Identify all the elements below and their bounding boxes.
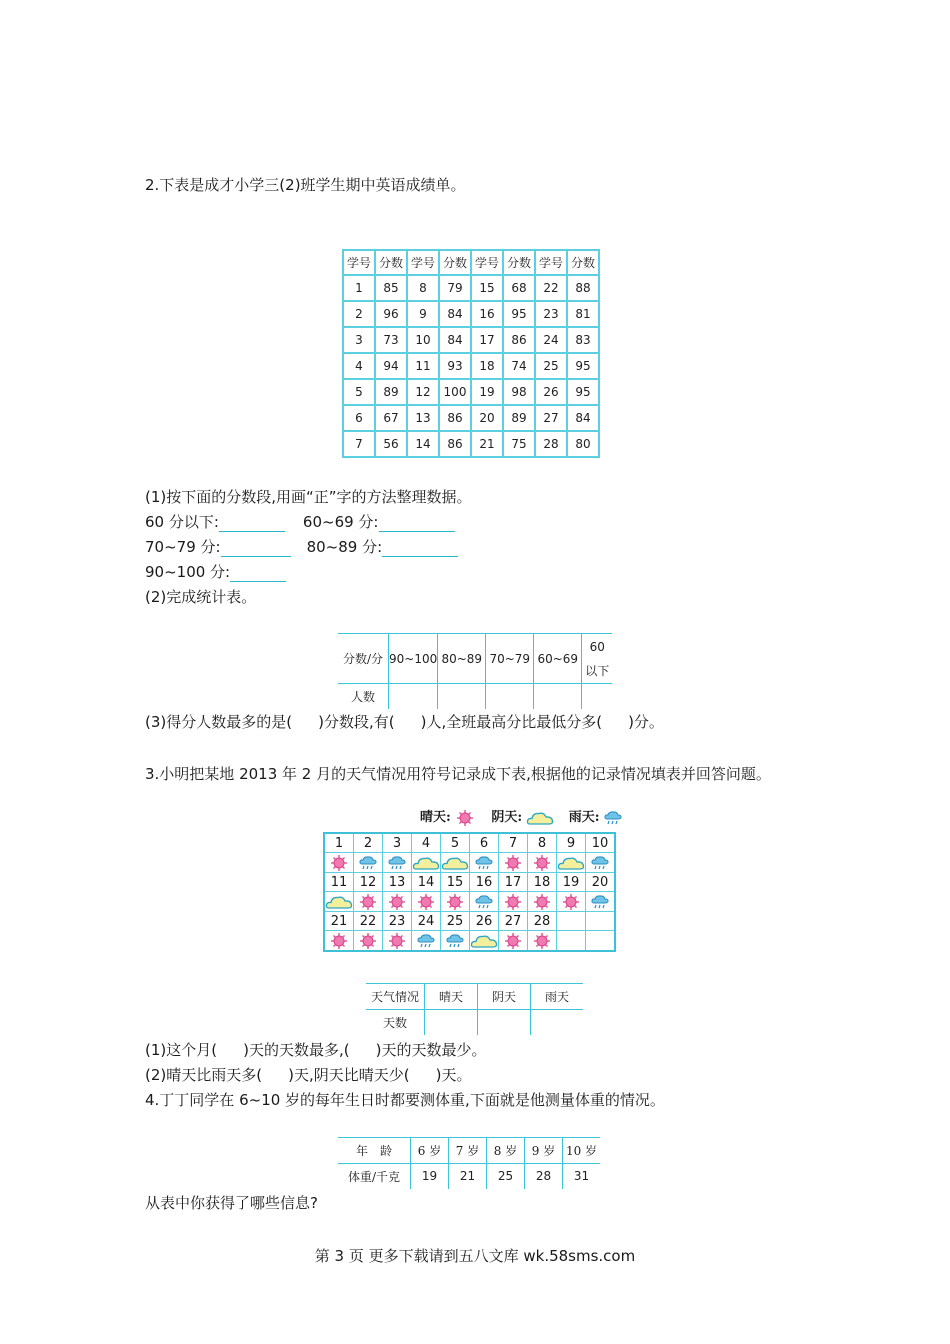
sun-icon	[441, 892, 470, 912]
score-cell: 89	[503, 405, 535, 431]
score-table	[342, 249, 600, 458]
q2-part1: (1)按下面的分数段,用画“正”字的方法整理数据。	[145, 488, 472, 506]
band-below60-blank[interactable]	[219, 515, 285, 532]
sun-icon	[499, 853, 528, 873]
score-row	[343, 353, 599, 379]
score-cell: 14	[407, 431, 439, 457]
calendar-day-row	[324, 833, 615, 853]
weight-cell: 28	[525, 1164, 563, 1189]
weather-row-label: 天数	[366, 1010, 425, 1035]
cloud-icon	[470, 931, 499, 952]
score-cell: 84	[439, 301, 471, 327]
weather-col-sunny: 晴天	[425, 984, 478, 1010]
score-header-cell: 学号	[535, 250, 567, 275]
sun-icon	[528, 892, 557, 912]
stat-header-label: 分数/分	[338, 634, 389, 684]
score-cell: 28	[535, 431, 567, 457]
calendar-day: 10	[586, 833, 616, 853]
score-cell: 79	[439, 275, 471, 301]
rain-icon	[586, 853, 616, 873]
score-row	[343, 301, 599, 327]
sun-icon	[499, 892, 528, 912]
stat-col-3: 70~79	[486, 634, 534, 684]
band-row-3	[145, 562, 286, 582]
q3-part1-a: (1)这个月(	[145, 1041, 218, 1059]
stat-col-4: 60~69	[534, 634, 582, 684]
q3-part2-c: )天。	[435, 1066, 472, 1084]
age-cell: 9 岁	[525, 1138, 563, 1164]
rain-icon	[470, 892, 499, 912]
q4-intro: 4.丁丁同学在 6~10 岁的每年生日时都要测体重,下面就是他测量体重的情况。	[145, 1091, 665, 1109]
weight-cell: 21	[449, 1164, 487, 1189]
score-cell: 7	[343, 431, 375, 457]
calendar-empty-cell	[557, 931, 586, 952]
q2-part3-c: )人,全班最高分比最低分多(	[420, 713, 603, 731]
q4-question: 从表中你获得了哪些信息?	[145, 1194, 318, 1212]
score-cell: 96	[375, 301, 407, 327]
calendar-day-row	[324, 873, 615, 892]
band-80-89-label: 80~89 分:	[306, 538, 383, 556]
sun-icon	[499, 931, 528, 952]
q3-part2-a: (2)晴天比雨天多(	[145, 1066, 263, 1084]
calendar-day	[557, 912, 586, 931]
score-cell: 93	[439, 353, 471, 379]
weather-col-cloudy: 阴天	[478, 984, 531, 1010]
q3-part1	[145, 1040, 486, 1060]
score-cell: 1	[343, 275, 375, 301]
weight-cell: 25	[487, 1164, 525, 1189]
weather-header-label: 天气情况	[366, 984, 425, 1010]
calendar-day: 7	[499, 833, 528, 853]
calendar-day: 5	[441, 833, 470, 853]
rain-icon	[383, 853, 412, 873]
calendar-day: 18	[528, 873, 557, 892]
calendar-day: 27	[499, 912, 528, 931]
cloud-icon	[526, 810, 554, 825]
band-row-1	[145, 512, 455, 532]
q3-part1-b: )天的天数最多,(	[243, 1041, 350, 1059]
rain-icon	[441, 931, 470, 952]
weight-table	[338, 1137, 600, 1189]
band-60-69-blank[interactable]	[379, 515, 455, 532]
stat-col-2: 80~89	[438, 634, 486, 684]
calendar-day: 25	[441, 912, 470, 931]
q3-intro: 3.小明把某地 2013 年 2 月的天气情况用符号记录成下表,根据他的记录情况填表并回答问题。	[145, 765, 771, 783]
calendar-day: 13	[383, 873, 412, 892]
calendar-day: 4	[412, 833, 441, 853]
q2-part2: (2)完成统计表。	[145, 588, 257, 606]
calendar-day: 14	[412, 873, 441, 892]
calendar-day: 17	[499, 873, 528, 892]
score-cell: 9	[407, 301, 439, 327]
legend-cloudy-label: 阴天:	[491, 810, 523, 825]
score-cell: 24	[535, 327, 567, 353]
score-header-cell: 分数	[567, 250, 599, 275]
calendar-day: 1	[324, 833, 354, 853]
calendar-day: 16	[470, 873, 499, 892]
score-cell: 17	[471, 327, 503, 353]
calendar-day: 2	[354, 833, 383, 853]
score-cell: 83	[567, 327, 599, 353]
score-cell: 75	[503, 431, 535, 457]
band-below60-label: 60 分以下:	[145, 513, 219, 531]
calendar-day: 11	[324, 873, 354, 892]
q2-part3-a: (3)得分人数最多的是(	[145, 713, 293, 731]
page-footer: 第 3 页 更多下载请到五八文库 wk.58sms.com	[314, 1247, 636, 1265]
sun-icon	[557, 892, 586, 912]
score-cell: 95	[503, 301, 535, 327]
calendar-day: 3	[383, 833, 412, 853]
score-header-cell: 分数	[439, 250, 471, 275]
calendar-day: 8	[528, 833, 557, 853]
legend-rainy-label: 雨天:	[568, 810, 600, 825]
score-cell: 5	[343, 379, 375, 405]
q2-part3-d: )分。	[628, 713, 664, 731]
score-cell: 74	[503, 353, 535, 379]
stat-col-5-top: 60	[589, 639, 605, 654]
q2-part3	[145, 712, 664, 732]
weather-col-rainy: 雨天	[531, 984, 584, 1010]
score-cell: 86	[439, 431, 471, 457]
calendar-day	[586, 912, 616, 931]
band-90-100-blank[interactable]	[230, 565, 286, 582]
calendar-weather-row	[324, 892, 615, 912]
sun-icon	[383, 931, 412, 952]
score-cell: 11	[407, 353, 439, 379]
sun-icon	[354, 931, 383, 952]
weather-cell-rainy[interactable]	[531, 1010, 584, 1035]
q3-part2-b: )天,阴天比晴天少(	[288, 1066, 410, 1084]
calendar-day: 26	[470, 912, 499, 931]
weather-legend	[420, 806, 626, 827]
weather-stat-table	[366, 983, 583, 1035]
age-cell: 7 岁	[449, 1138, 487, 1164]
stat-cell-3[interactable]	[486, 684, 534, 709]
score-row	[343, 327, 599, 353]
score-cell: 18	[471, 353, 503, 379]
score-cell: 84	[439, 327, 471, 353]
stat-col-1: 90~100	[389, 634, 438, 684]
band-70-79-blank[interactable]	[221, 540, 291, 557]
weather-cell-cloudy[interactable]	[478, 1010, 531, 1035]
age-cell: 10 岁	[563, 1138, 601, 1164]
calendar-day: 9	[557, 833, 586, 853]
score-cell: 67	[375, 405, 407, 431]
score-cell: 86	[439, 405, 471, 431]
score-cell: 80	[567, 431, 599, 457]
calendar-day: 6	[470, 833, 499, 853]
calendar-weather-row	[324, 931, 615, 952]
weight-cell: 19	[411, 1164, 449, 1189]
score-cell: 84	[567, 405, 599, 431]
score-header-cell: 学号	[471, 250, 503, 275]
sun-icon	[528, 931, 557, 952]
score-cell: 15	[471, 275, 503, 301]
score-cell: 2	[343, 301, 375, 327]
score-cell: 8	[407, 275, 439, 301]
score-header-cell: 分数	[503, 250, 535, 275]
score-cell: 95	[567, 353, 599, 379]
score-stat-table	[338, 633, 612, 709]
score-cell: 27	[535, 405, 567, 431]
weight-label: 体重/千克	[338, 1164, 411, 1189]
stat-col-5-bottom: 以下	[585, 663, 610, 678]
score-cell: 56	[375, 431, 407, 457]
calendar-day: 12	[354, 873, 383, 892]
score-cell: 100	[439, 379, 471, 405]
calendar-day: 28	[528, 912, 557, 931]
score-cell: 81	[567, 301, 599, 327]
calendar-empty-cell	[586, 931, 616, 952]
score-cell: 23	[535, 301, 567, 327]
score-cell: 68	[503, 275, 535, 301]
sun-icon	[455, 810, 475, 825]
score-cell: 86	[503, 327, 535, 353]
score-cell: 19	[471, 379, 503, 405]
age-label: 年 龄	[338, 1138, 411, 1164]
q3-part2	[145, 1065, 471, 1085]
score-row	[343, 275, 599, 301]
score-header-cell: 学号	[343, 250, 375, 275]
score-cell: 73	[375, 327, 407, 353]
cloud-icon	[557, 853, 586, 873]
calendar-weather-row	[324, 853, 615, 873]
band-60-69-label: 60~69 分:	[302, 513, 379, 531]
calendar-day: 20	[586, 873, 616, 892]
sun-icon	[324, 931, 354, 952]
band-80-89-blank[interactable]	[382, 540, 458, 557]
stat-cell-2[interactable]	[438, 684, 486, 709]
score-cell: 89	[375, 379, 407, 405]
sun-icon	[354, 892, 383, 912]
score-cell: 20	[471, 405, 503, 431]
age-cell: 8 岁	[487, 1138, 525, 1164]
cloud-icon	[324, 892, 354, 912]
score-cell: 4	[343, 353, 375, 379]
band-90-100-label: 90~100 分:	[145, 563, 231, 581]
rain-icon	[604, 810, 622, 825]
legend-sunny-label: 晴天:	[420, 810, 451, 825]
calendar-day: 24	[412, 912, 441, 931]
score-cell: 98	[503, 379, 535, 405]
weather-calendar	[323, 832, 616, 952]
stat-col-5	[582, 634, 613, 684]
calendar-day: 19	[557, 873, 586, 892]
score-cell: 13	[407, 405, 439, 431]
calendar-day: 21	[324, 912, 354, 931]
score-row	[343, 431, 599, 457]
score-header-cell: 学号	[407, 250, 439, 275]
sun-icon	[412, 892, 441, 912]
calendar-day: 23	[383, 912, 412, 931]
score-cell: 94	[375, 353, 407, 379]
calendar-day: 22	[354, 912, 383, 931]
stat-cell-4[interactable]	[534, 684, 582, 709]
age-cell: 6 岁	[411, 1138, 449, 1164]
score-cell: 26	[535, 379, 567, 405]
score-cell: 85	[375, 275, 407, 301]
score-cell: 21	[471, 431, 503, 457]
weather-cell-sunny[interactable]	[425, 1010, 478, 1035]
score-cell: 25	[535, 353, 567, 379]
score-cell: 12	[407, 379, 439, 405]
rain-icon	[586, 892, 616, 912]
rain-icon	[354, 853, 383, 873]
sun-icon	[528, 853, 557, 873]
stat-row-label: 人数	[338, 684, 389, 709]
score-row	[343, 405, 599, 431]
band-70-79-label: 70~79 分:	[145, 538, 221, 556]
score-cell: 3	[343, 327, 375, 353]
q3-part1-c: )天的天数最少。	[375, 1041, 487, 1059]
sun-icon	[324, 853, 354, 873]
rain-icon	[412, 931, 441, 952]
score-cell: 22	[535, 275, 567, 301]
sun-icon	[383, 892, 412, 912]
score-cell: 10	[407, 327, 439, 353]
cloud-icon	[441, 853, 470, 873]
score-header-cell: 分数	[375, 250, 407, 275]
cloud-icon	[412, 853, 441, 873]
weight-cell: 31	[563, 1164, 601, 1189]
score-cell: 95	[567, 379, 599, 405]
stat-cell-1[interactable]	[389, 684, 438, 709]
q2-part3-b: )分数段,有(	[318, 713, 395, 731]
score-cell: 6	[343, 405, 375, 431]
rain-icon	[470, 853, 499, 873]
q2-intro: 2.下表是成才小学三(2)班学生期中英语成绩单。	[145, 176, 466, 194]
score-cell: 88	[567, 275, 599, 301]
score-row	[343, 379, 599, 405]
calendar-day: 15	[441, 873, 470, 892]
score-cell: 16	[471, 301, 503, 327]
stat-cell-5[interactable]	[582, 684, 613, 709]
calendar-day-row	[324, 912, 615, 931]
band-row-2	[145, 537, 458, 557]
